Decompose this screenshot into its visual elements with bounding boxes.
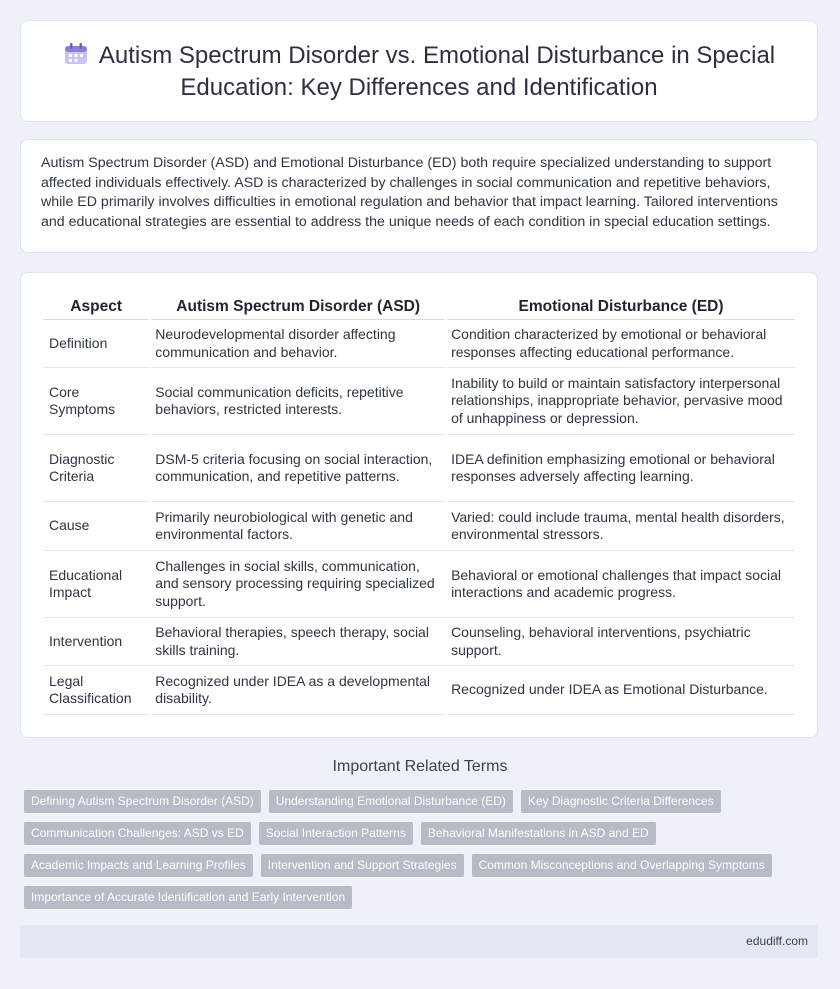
row-asd: Behavioral therapies, speech therapy, social skills training.	[151, 618, 445, 666]
row-ed: Recognized under IDEA as Emotional Disturbance.	[447, 666, 795, 715]
related-tag[interactable]: Defining Autism Spectrum Disorder (ASD)	[24, 790, 261, 813]
row-aspect: Cause	[43, 502, 149, 551]
related-tag[interactable]: Intervention and Support Strategies	[261, 854, 464, 877]
related-tag[interactable]: Social Interaction Patterns	[259, 822, 413, 845]
row-ed: IDEA definition emphasizing emotional or behavioral responses adversely affecting learning.	[447, 435, 795, 502]
row-aspect: Intervention	[43, 618, 149, 666]
related-terms-title: Important Related Terms	[332, 758, 508, 775]
row-aspect: Diagnostic Criteria	[43, 435, 149, 502]
related-tag[interactable]: Common Misconceptions and Overlapping Symptoms	[472, 854, 772, 877]
row-ed: Inability to build or maintain satisfactory interpersonal relationships, inappropriate behavior, pervasive mood of unhappiness or depression.	[447, 368, 795, 435]
table-row	[43, 502, 795, 551]
comparison-table	[41, 293, 797, 715]
page-title-wrap	[51, 41, 787, 102]
related-tag[interactable]: Academic Impacts and Learning Profiles	[24, 854, 253, 877]
row-aspect: Core Symptoms	[43, 368, 149, 435]
table-row	[43, 435, 795, 502]
table-row	[43, 551, 795, 618]
comparison-card	[20, 272, 818, 738]
row-asd: Challenges in social skills, communication, and sensory processing requiring specialized support.	[151, 551, 445, 618]
header-aspect: Aspect	[43, 293, 149, 320]
related-tag[interactable]: Importance of Accurate Identification and Early Intervention	[24, 886, 352, 909]
tag-row	[24, 886, 824, 909]
row-ed: Condition characterized by emotional or behavioral responses affecting educational performance.	[447, 320, 795, 368]
intro-text: Autism Spectrum Disorder (ASD) and Emotional Disturbance (ED) both require specialized understanding to support affected individuals effectively. ASD is characterized by challenges in social communication and repetitive behaviors, while ED primarily involves difficulties in emotional regulation and behavior that impact learning. Tailored interventions and educational strategies are essential to address the unique needs of each condition in special education settings.	[41, 155, 778, 230]
row-asd: Recognized under IDEA as a developmental disability.	[151, 666, 445, 715]
row-aspect: Legal Classification	[43, 666, 149, 715]
related-tags	[24, 790, 824, 918]
row-ed: Behavioral or emotional challenges that impact social interactions and academic progress.	[447, 551, 795, 618]
intro-card	[20, 139, 818, 253]
calendar-icon	[63, 42, 89, 73]
table-header-row	[43, 293, 795, 320]
table-row	[43, 618, 795, 666]
tag-row	[24, 790, 824, 813]
title-card	[20, 20, 818, 122]
footer	[20, 925, 818, 958]
page-title: Autism Spectrum Disorder vs. Emotional Disturbance in Special Education: Key Differences and Identification	[98, 41, 776, 101]
tag-row	[24, 854, 824, 877]
related-tag[interactable]: Behavioral Manifestations in ASD and ED	[421, 822, 656, 845]
row-aspect: Definition	[43, 320, 149, 368]
related-tag[interactable]: Understanding Emotional Disturbance (ED)	[269, 790, 513, 813]
header-ed: Emotional Disturbance (ED)	[447, 293, 795, 320]
tag-row	[24, 822, 824, 845]
row-asd: Social communication deficits, repetitive behaviors, restricted interests.	[151, 368, 445, 435]
row-ed: Varied: could include trauma, mental health disorders, environmental stressors.	[447, 502, 795, 551]
row-asd: Primarily neurobiological with genetic and environmental factors.	[151, 502, 445, 551]
table-row	[43, 320, 795, 368]
row-aspect: Educational Impact	[43, 551, 149, 618]
table-row	[43, 368, 795, 435]
header-asd: Autism Spectrum Disorder (ASD)	[151, 293, 445, 320]
footer-site-link[interactable]: edudiff.com	[746, 934, 808, 948]
row-ed: Counseling, behavioral interventions, psychiatric support.	[447, 618, 795, 666]
row-asd: DSM-5 criteria focusing on social interaction, communication, and repetitive patterns.	[151, 435, 445, 502]
related-tag[interactable]: Communication Challenges: ASD vs ED	[24, 822, 251, 845]
row-asd: Neurodevelopmental disorder affecting communication and behavior.	[151, 320, 445, 368]
related-tag[interactable]: Key Diagnostic Criteria Differences	[521, 790, 721, 813]
table-row	[43, 666, 795, 715]
